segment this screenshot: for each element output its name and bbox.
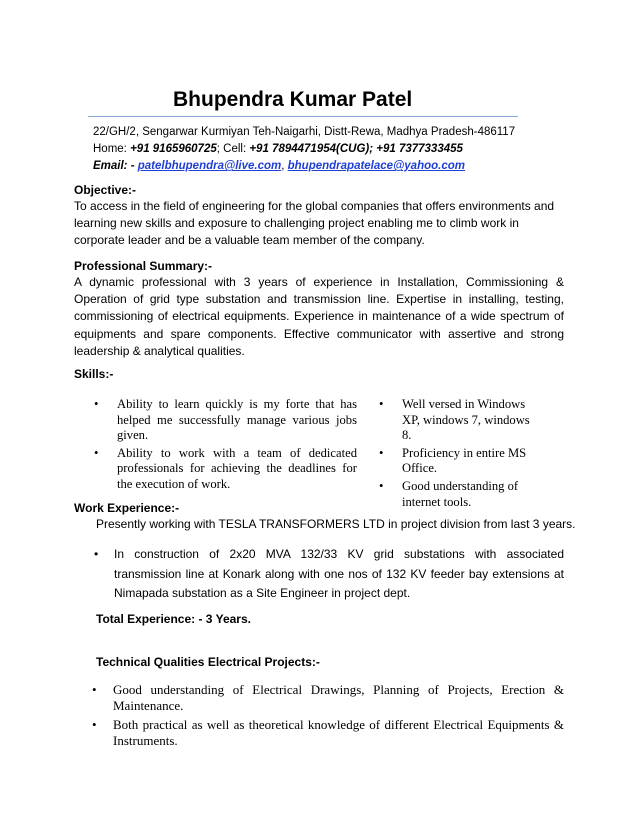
technical-item-text: Both practical as well as theoretical knowledge of different Electrical Equipments & Instruments. (113, 717, 564, 748)
current-position: Presently working with TESLA TRANSFORMERS LTD in project division from last 3 years. (96, 517, 576, 531)
list-item (379, 445, 532, 477)
skill-text: Ability to learn quickly is my forte that has helped me successfully manage various jobs given. (117, 397, 357, 443)
work-item-text: In construction of 2x20 MVA 132/33 KV grid substations with associated transmission line at Konark along with one nos of 132 KV feeder bay extensions at Nimapada substation as a Site Engineer in project dept. (114, 547, 564, 600)
bullet-icon: • (94, 547, 99, 561)
skills-right-list (379, 397, 532, 510)
technical-item-text: Good understanding of Electrical Drawings, Planning of Projects, Erection & Maintenance. (113, 682, 564, 713)
email-link-live[interactable]: patelbhupendra@live.com (137, 160, 282, 172)
skills-left-list (94, 397, 357, 493)
skill-text: Proficiency in entire MS Office. (402, 445, 527, 476)
technical-heading: Technical Qualities Electrical Projects:- (96, 655, 320, 669)
skill-text: Well versed in Windows XP, windows 7, windows 8. (402, 397, 530, 443)
header-divider (88, 116, 518, 117)
cell-phones: +91 7894471954(CUG); +91 7377333455 (249, 143, 463, 155)
bullet-icon: • (94, 397, 99, 411)
bullet-icon: • (379, 478, 384, 493)
address-line: 22/GH/2, Sengarwar Kurmiyan Teh-Naigarhi, Distt-Rewa, Madhya Pradesh-486117 (93, 126, 516, 138)
bullet-icon: • (379, 445, 384, 460)
list-item (94, 397, 357, 444)
email-line (93, 160, 465, 172)
skill-text: Good understanding of internet tools. (402, 478, 519, 509)
objective-text: To access in the field of engineering for the global companies that offers environments and learning new skills and exposure to challenging project enabling me to climb work in corporate leader and be a valuable team member of the company. (74, 199, 555, 248)
bullet-icon: • (92, 717, 97, 733)
phone-line (93, 143, 463, 155)
candidate-name: Bhupendra Kumar Patel (173, 88, 413, 111)
list-item (379, 478, 532, 510)
list-item (379, 397, 532, 444)
list-item (92, 717, 564, 748)
list-item (94, 545, 564, 604)
technical-list (92, 682, 564, 752)
total-experience: Total Experience: - 3 Years. (96, 612, 251, 626)
cell-label: ; Cell: (216, 143, 250, 155)
list-item (92, 682, 564, 713)
summary-text: A dynamic professional with 3 years of experience in Installation, Commissioning & Operation of grid type substation and transmission line. Expertise in installing, testing, commissioning of electrical equipments. Experience in maintenance of a wide spectrum of equipments and spare components. Effective communicator with assertive and strong leadership & analytical qualities. (74, 275, 564, 358)
email-label: Email: - (93, 160, 138, 172)
bullet-icon: • (379, 397, 384, 411)
objective-heading: Objective:- (74, 183, 137, 197)
email-separator: , (281, 160, 288, 172)
bullet-icon: • (92, 682, 97, 697)
work-heading: Work Experience:- (74, 501, 180, 515)
home-label: Home: (93, 143, 131, 155)
skills-heading: Skills:- (74, 367, 114, 381)
email-link-yahoo[interactable]: bhupendrapatelace@yahoo.com (287, 160, 465, 172)
list-item (94, 445, 357, 493)
summary-heading: Professional Summary:- (74, 259, 213, 273)
bullet-icon: • (94, 445, 99, 460)
home-phone: +91 9165960725 (130, 143, 217, 155)
skill-text: Ability to work with a team of dedicated professionals for achieving the deadlines for the execution of work. (117, 445, 357, 491)
